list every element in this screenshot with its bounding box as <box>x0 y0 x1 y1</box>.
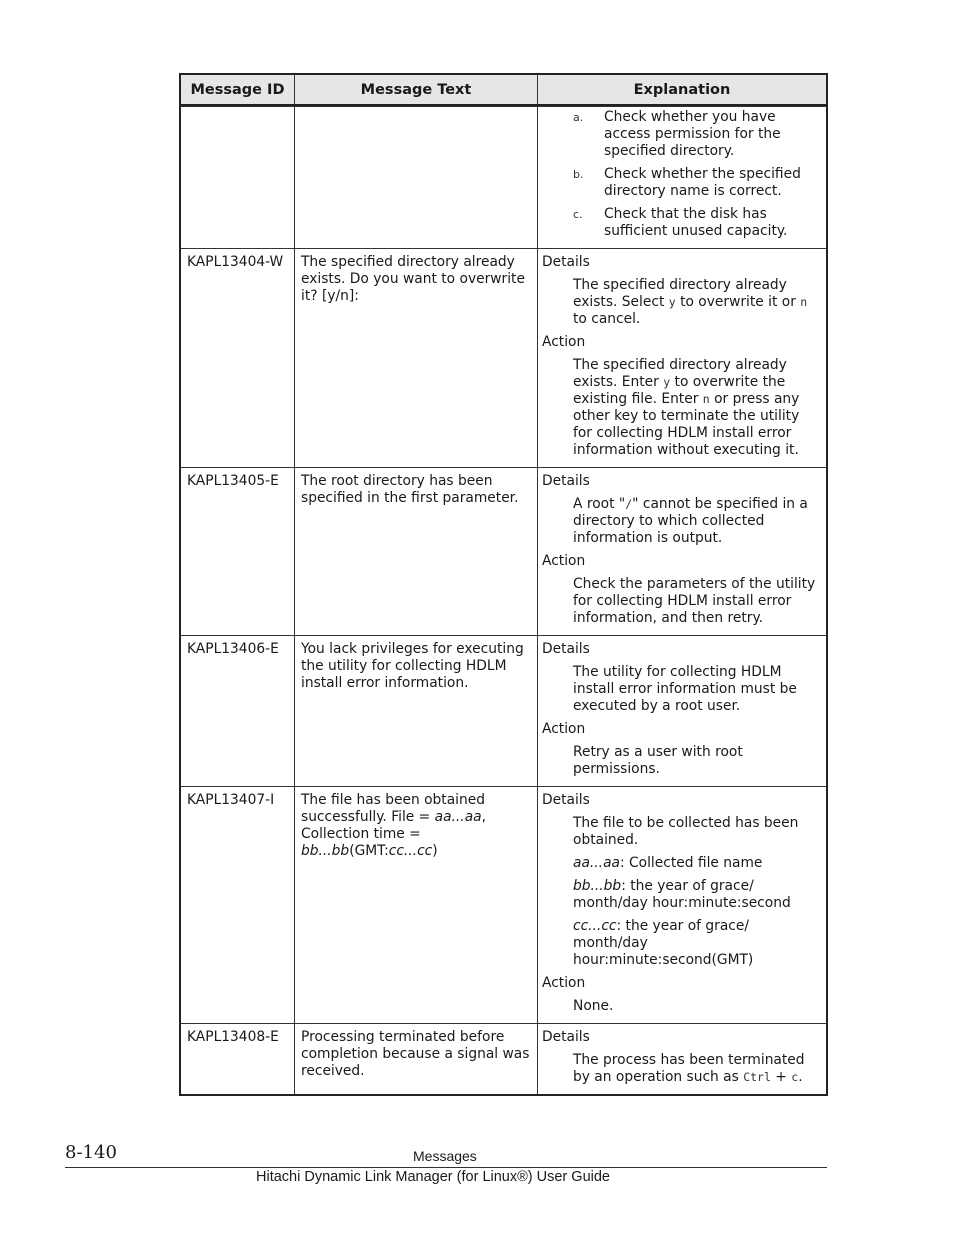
variable-span: aa...aa <box>573 855 620 871</box>
text-span: to cancel. <box>573 311 641 327</box>
text-span: . <box>798 1069 803 1085</box>
message-text-cell: The root directory has been specified in the first parameter. <box>295 468 538 635</box>
text-span: The specified directory already exists. Select <box>573 277 787 310</box>
code-span: y <box>668 295 676 309</box>
text-span: + <box>770 1069 792 1085</box>
text-span: : the year of grace/ month/day hour:minute:second(GMT) <box>573 918 754 968</box>
text-span: : Collected file name <box>619 855 763 871</box>
message-id-cell: KAPL13408-E <box>181 1024 295 1094</box>
table-header-row <box>181 75 826 106</box>
details-label: Details <box>542 254 590 270</box>
text-span: The file has been obtained successfully. File = <box>301 792 485 825</box>
table-row <box>181 635 826 786</box>
details-label: Details <box>542 473 590 489</box>
explanation-cell <box>538 787 826 1023</box>
text-span: to overwrite it or <box>675 294 801 310</box>
text-span: The specified directory already exists. Enter <box>573 357 787 390</box>
list-item <box>542 206 820 240</box>
action-text <box>542 357 820 459</box>
message-id-cell: KAPL13405-E <box>181 468 295 635</box>
code-span: c <box>791 1070 799 1084</box>
details-label: Details <box>542 641 590 657</box>
text-span: to overwrite the existing file. Enter <box>573 374 786 407</box>
action-label: Action <box>542 334 586 350</box>
explanation-cell <box>538 107 826 248</box>
message-text-cell <box>295 787 538 1023</box>
footer-section-title: Messages <box>413 1148 477 1164</box>
action-text: Check the parameters of the utility for collecting HDLM install error information, and then retry. <box>573 576 816 626</box>
variable-span: cc...cc <box>573 918 617 934</box>
details-label: Details <box>542 792 590 808</box>
text-span: The process has been terminated by an operation such as <box>573 1052 805 1085</box>
message-id-cell <box>181 107 295 248</box>
variable-span: bb...bb <box>301 843 350 859</box>
details-text <box>542 1052 820 1086</box>
explanation-cell <box>538 636 826 786</box>
text-span: : the year of grace/ month/day hour:minute:second <box>573 878 791 911</box>
message-id-cell: KAPL13406-E <box>181 636 295 786</box>
code-span: n <box>702 392 710 406</box>
table-row <box>181 106 826 248</box>
text-span: (GMT: <box>349 843 389 859</box>
table-row <box>181 1023 826 1094</box>
text-span: or press any other key to terminate the utility for collecting HDLM install error information without executing it. <box>573 391 800 458</box>
header-explanation: Explanation <box>633 82 731 98</box>
list-text: Check whether the specified directory name is correct. <box>604 166 801 199</box>
details-text: The file to be collected has been obtained. <box>573 815 799 848</box>
list-marker: a. <box>573 111 584 124</box>
text-span: , Collection time = <box>301 809 486 842</box>
table-row <box>181 467 826 635</box>
list-marker: b. <box>573 168 584 181</box>
variable-span: cc...cc <box>388 843 433 859</box>
variable-span: bb...bb <box>573 878 622 894</box>
message-text-cell: Processing terminated before completion because a signal was received. <box>295 1024 538 1094</box>
variable-description <box>542 918 820 969</box>
message-text-cell: The specified directory already exists. Do you want to overwrite it? [y/n]: <box>295 249 538 467</box>
details-text: The utility for collecting HDLM install error information must be executed by a root user. <box>573 664 797 714</box>
table-row <box>181 786 826 1023</box>
variable-description <box>542 855 820 872</box>
action-label: Action <box>542 721 586 737</box>
list-marker: c. <box>573 208 583 221</box>
list-item <box>542 166 820 200</box>
message-text-cell: You lack privileges for executing the utility for collecting HDLM install error information. <box>295 636 538 786</box>
explanation-cell <box>538 468 826 635</box>
header-message-text: Message Text <box>295 75 538 104</box>
code-span: n <box>800 295 808 309</box>
variable-span: aa...aa <box>434 809 482 825</box>
header-message-id: Message ID <box>181 75 295 104</box>
code-span: y <box>663 375 671 389</box>
table-row <box>181 248 826 467</box>
footer-divider <box>65 1167 827 1168</box>
footer-guide-title: Hitachi Dynamic Link Manager (for Linux®) User Guide <box>256 1169 610 1185</box>
action-text: Retry as a user with root permissions. <box>573 744 743 777</box>
text-span: ) <box>432 843 438 859</box>
message-id-cell: KAPL13404-W <box>181 249 295 467</box>
code-span: Ctrl <box>743 1070 771 1084</box>
text-span: A root " <box>573 496 626 512</box>
details-text <box>542 496 820 547</box>
action-text: None. <box>573 998 614 1014</box>
action-label: Action <box>542 975 586 991</box>
explanation-cell <box>538 1024 826 1094</box>
list-text: Check whether you have access permission for the specified directory. <box>604 109 781 159</box>
message-table <box>179 73 828 1096</box>
action-label: Action <box>542 553 586 569</box>
list-text: Check that the disk has sufficient unused capacity. <box>604 206 788 239</box>
page-number: 8-140 <box>65 1142 117 1163</box>
explanation-cell <box>538 249 826 467</box>
message-text-cell <box>295 107 538 248</box>
list-item <box>542 109 820 160</box>
details-label: Details <box>542 1029 590 1045</box>
details-text <box>542 277 820 328</box>
text-span: " cannot be specified in a directory to which collected information is output. <box>573 496 808 546</box>
variable-description <box>542 878 820 912</box>
code-span: / <box>625 497 633 511</box>
message-id-cell: KAPL13407-I <box>181 787 295 1023</box>
